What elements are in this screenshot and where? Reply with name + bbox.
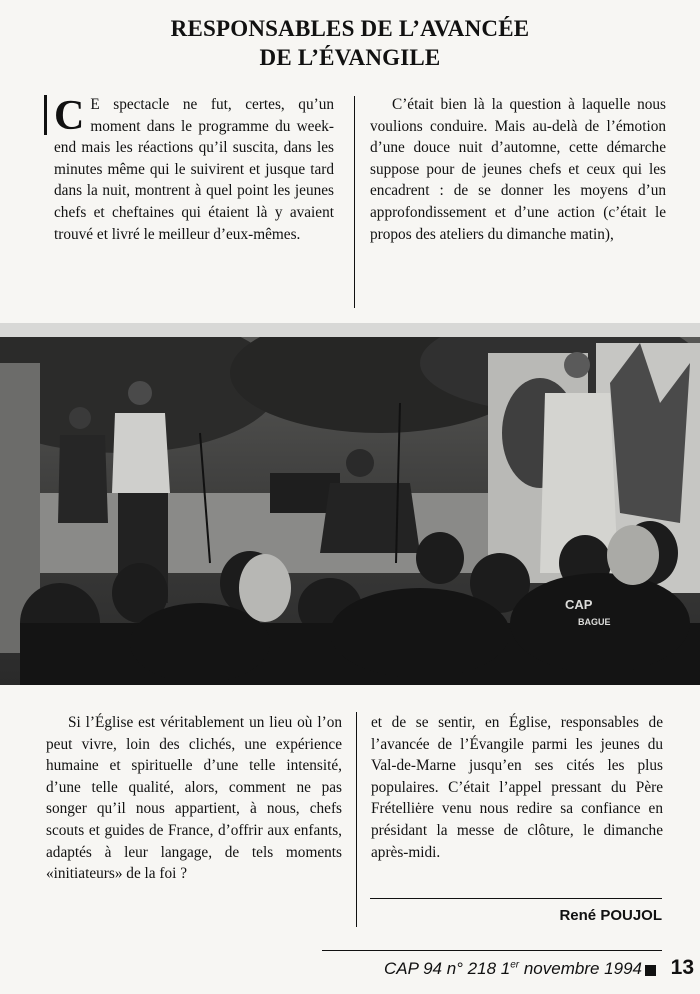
- paragraph-4: et de se sentir, en Église, responsables de l’avancée de l’Évangile parmi les jeunes du Val-de-Marne jusqu’en ses cités les plus populaires. C’était l’appel pressant du Père Frételliėre venu nous redire sa confiance en présidant la messe de clôture, le dimanche après-midi.: [371, 714, 663, 861]
- drop-cap: C: [54, 93, 85, 139]
- page-number: 13: [670, 956, 694, 979]
- paragraph-3: Si l’Église est véritablement un lieu où l’on peut vivre, loin des clichés, une expérience humaine et spirituelle d’une telle intensité, d’une telle qualité, alors, comment ne pas songer qu’il nous appartient, à nous, chefs scouts et guides de France, d’offrir aux enfants, adaptés à leur langage, de tels moments «initiateurs» de la foi ?: [46, 714, 342, 883]
- article-title: [0, 14, 700, 72]
- column-divider-bottom: [356, 712, 357, 927]
- shirt-text-bague: BAGUE: [578, 617, 611, 627]
- shirt-text-cap: CAP: [565, 597, 593, 612]
- event-photo: [0, 323, 700, 685]
- square-bullet-icon: [645, 965, 656, 976]
- column-bottom-right: [371, 712, 663, 863]
- paragraph-2: C’était bien là la question à laquelle nous voulions conduire. Mais au-delà de l’émotion d’une douce nuit d’automne, cette démarche suppose pour de jeunes chefs et ceux qui les encadrent : de se donner les moyens d’un approfondissement et d’une action (c’était le propos des ateliers du dimanche matin),: [370, 96, 666, 243]
- title-line-2: DE L’ÉVANGILE: [259, 45, 441, 70]
- footer-rule: [322, 950, 662, 951]
- column-divider-top: [354, 96, 355, 308]
- title-line-1: RESPONSABLES DE L’AVANCÉE: [170, 16, 530, 41]
- author-name: René POUJOL: [559, 907, 662, 924]
- column-bottom-left: [46, 712, 342, 885]
- publication-info: CAP 94 n° 218 1er novembre 1994: [384, 959, 642, 978]
- column-top-right: [370, 94, 666, 245]
- signature-rule: [370, 898, 662, 899]
- column-top-left: [44, 94, 334, 245]
- photo-illustration: [0, 323, 700, 685]
- paragraph-1: E spectacle ne fut, certes, qu’un moment dans le programme du week-end mais les réactions qu’il suscita, dans les minutes même qui le suivirent et jusque tard dans la nuit, montrent à quel point les jeunes chefs et cheftaines qui étaient là y avaient trouvé et livré le meilleur d’eux-mêmes.: [54, 96, 334, 243]
